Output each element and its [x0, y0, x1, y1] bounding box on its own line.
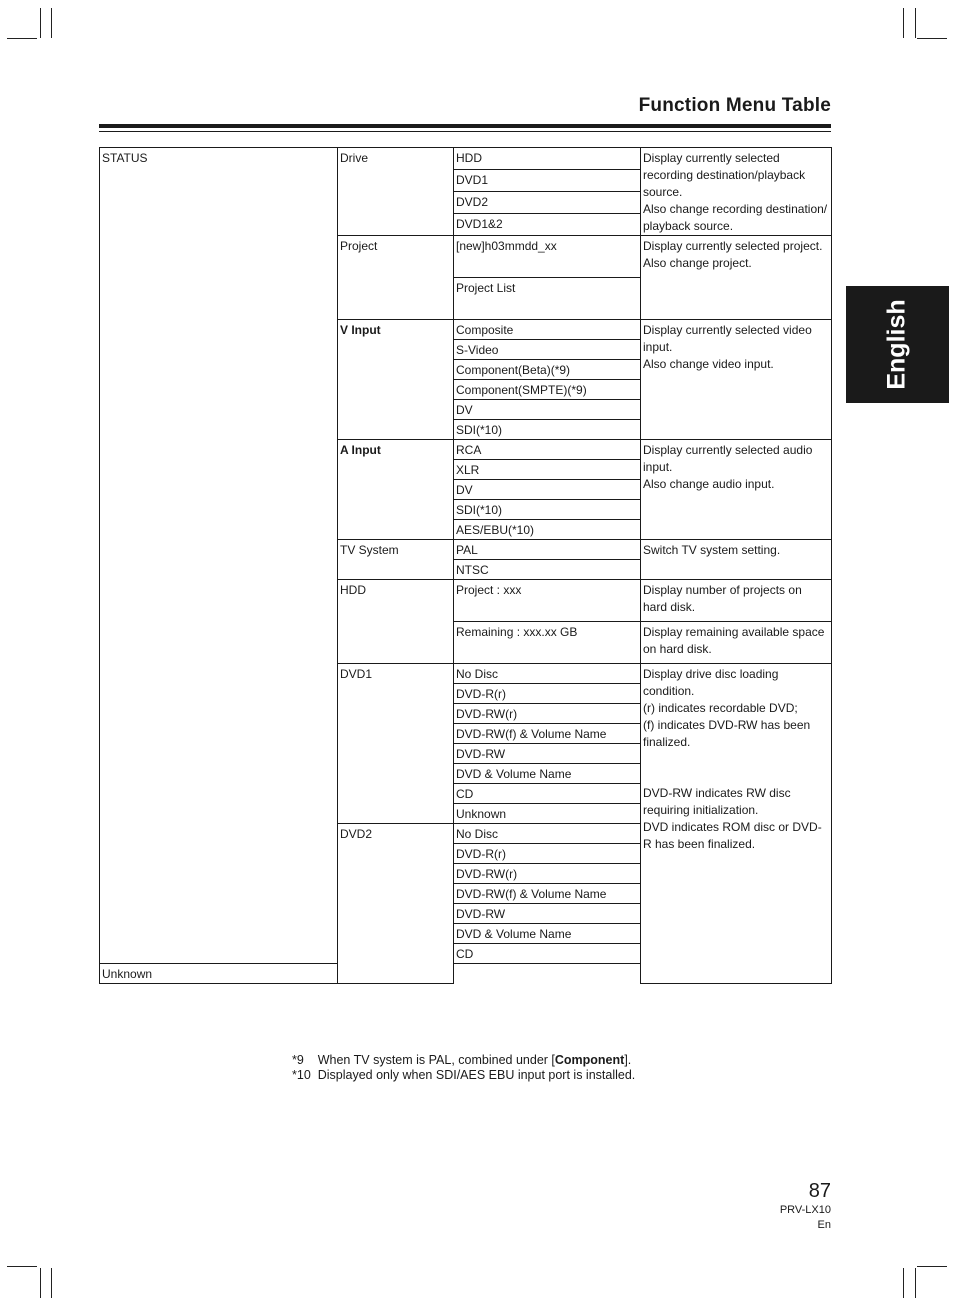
option-cell: DV: [454, 480, 641, 500]
description-cell: [641, 148, 832, 236]
description-cell: [641, 540, 832, 580]
footnotes: [292, 1053, 635, 1083]
model-name: PRV-LX10: [779, 1204, 831, 1216]
description-cell: [641, 622, 832, 664]
option-cell: Project List: [454, 278, 641, 320]
description-cell: [641, 440, 832, 540]
description-cell: [641, 320, 832, 440]
header-rule: [99, 124, 831, 128]
option-cell: DVD1: [454, 170, 641, 192]
option-cell: [new]h03mmdd_xx: [454, 236, 641, 278]
model-info: [780, 1203, 831, 1233]
group-name-tv-system: TV System: [338, 540, 454, 580]
crop-mark: [903, 8, 904, 38]
crop-mark: [40, 1268, 41, 1298]
crop-mark: [915, 8, 916, 38]
description-text: Display currently selected audio input.: [643, 443, 813, 474]
option-cell: No Disc: [454, 664, 641, 684]
option-cell: DVD-RW(r): [454, 864, 641, 884]
option-cell: DVD-RW(r): [454, 704, 641, 724]
option-cell: DVD2: [454, 192, 641, 214]
option-cell: DVD-R(r): [454, 844, 641, 864]
description-text: Display currently selected project.: [643, 239, 823, 253]
page-title: Function Menu Table: [638, 95, 831, 116]
footnote-9: [292, 1053, 635, 1068]
option-cell: Component(SMPTE)(*9): [454, 380, 641, 400]
description-cell: [641, 664, 832, 984]
header-rule-thin: [99, 131, 831, 132]
option-cell: Project : xxx: [454, 580, 641, 622]
footnote-bold-text: Component: [554, 1053, 625, 1067]
option-cell: DVD-RW: [454, 904, 641, 924]
footnote-marker: *9: [292, 1053, 304, 1067]
description-text: (f) indicates DVD-RW has been finalized.: [643, 718, 811, 749]
group-name-hdd: HDD: [338, 580, 454, 664]
footnote-text: When TV system is PAL, combined under [: [317, 1053, 555, 1067]
crop-mark: [51, 1268, 52, 1298]
description-text: Also change project.: [643, 256, 752, 270]
group-name-project: Project: [338, 236, 454, 320]
description-text: DVD-RW indicates RW disc requiring initialization.: [643, 786, 791, 817]
description-cell: [641, 580, 832, 622]
description-text: Display currently selected recording destination/playback source.: [643, 151, 806, 199]
crop-mark: [917, 38, 947, 39]
option-cell: DVD & Volume Name: [454, 924, 641, 944]
group-name-v-input: V Input: [338, 320, 454, 440]
option-cell: Unknown: [100, 964, 338, 984]
option-cell: NTSC: [454, 560, 641, 580]
option-cell: Remaining : xxx.xx GB: [454, 622, 641, 664]
option-cell: DVD1&2: [454, 214, 641, 236]
language-tab: [846, 286, 949, 403]
description-text: Display currently selected video input.: [643, 323, 812, 354]
crop-mark: [903, 1268, 904, 1298]
language-code: En: [817, 1219, 831, 1231]
description-text: Also change audio input.: [643, 477, 775, 491]
option-cell: SDI(*10): [454, 500, 641, 520]
option-cell: SDI(*10): [454, 420, 641, 440]
description-text: Display number of projects on hard disk.: [643, 583, 802, 614]
description-text: Also change video input.: [643, 357, 774, 371]
option-cell: RCA: [454, 440, 641, 460]
option-cell: Unknown: [454, 804, 641, 824]
option-cell: CD: [454, 784, 641, 804]
option-cell: DVD-RW(f) & Volume Name: [454, 884, 641, 904]
option-cell: DVD-RW(f) & Volume Name: [454, 724, 641, 744]
crop-mark: [40, 8, 41, 38]
option-cell: No Disc: [454, 824, 641, 844]
crop-mark: [7, 38, 37, 39]
footnote-text: Displayed only when SDI/AES EBU input port is installed.: [317, 1068, 636, 1082]
function-menu-table: [99, 147, 832, 984]
option-cell: DVD-R(r): [454, 684, 641, 704]
page-number: 87: [808, 1180, 831, 1202]
group-name-drive: Drive: [338, 148, 454, 236]
option-cell: XLR: [454, 460, 641, 480]
option-cell: AES/EBU(*10): [454, 520, 641, 540]
description-text: Also change recording destination/ playback source.: [643, 202, 828, 233]
description-text: Display remaining available space on hard disk.: [643, 625, 825, 656]
group-name-dvd2: DVD2: [338, 824, 454, 984]
spacer: [643, 751, 829, 785]
crop-mark: [51, 8, 52, 38]
footnote-10: [292, 1068, 635, 1083]
option-cell: S-Video: [454, 340, 641, 360]
option-cell: CD: [454, 944, 641, 964]
description-cell: [641, 236, 832, 320]
option-cell: DVD-RW: [454, 744, 641, 764]
footnote-text-end: ].: [624, 1053, 632, 1067]
option-cell: HDD: [454, 148, 641, 170]
option-cell: PAL: [454, 540, 641, 560]
table-row: [100, 148, 832, 170]
option-cell: Composite: [454, 320, 641, 340]
crop-mark: [7, 1266, 37, 1267]
option-cell: DV: [454, 400, 641, 420]
group-name-dvd1: DVD1: [338, 664, 454, 824]
description-text: (r) indicates recordable DVD;: [643, 701, 798, 715]
description-text: Switch TV system setting.: [643, 543, 781, 557]
language-tab-label: English: [882, 299, 911, 390]
description-text: Display drive disc loading condition.: [643, 667, 779, 698]
crop-mark: [915, 1268, 916, 1298]
group-name-a-input: A Input: [338, 440, 454, 540]
category-cell: STATUS: [100, 148, 338, 964]
option-cell: Component(Beta)(*9): [454, 360, 641, 380]
option-cell: DVD & Volume Name: [454, 764, 641, 784]
description-text: DVD indicates ROM disc or DVD-R has been finalized.: [643, 820, 822, 851]
footnote-marker: *10: [292, 1068, 311, 1082]
crop-mark: [917, 1266, 947, 1267]
